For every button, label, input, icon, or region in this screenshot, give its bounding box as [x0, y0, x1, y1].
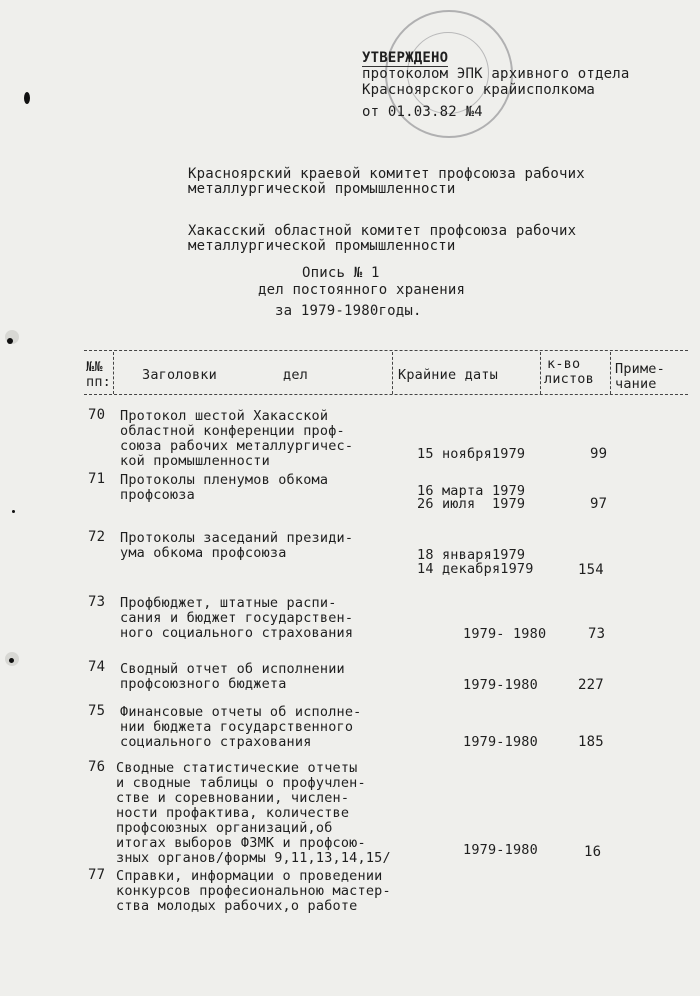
ink-speck: [24, 92, 30, 104]
org1-title-line2: металлургической промышленности: [188, 181, 456, 197]
col-header-titles: Заголовки: [142, 367, 217, 383]
inventory-period: за 1979-1980годы.: [275, 303, 422, 319]
table-col-divider: [540, 352, 541, 394]
row-title-line: стве и соревновании, числен-: [116, 790, 350, 806]
ink-speck: [9, 658, 14, 663]
row-date: 1979- 1980: [463, 626, 547, 642]
row-title-line: областной конференции проф-: [120, 423, 345, 439]
row-date: 18 января1979: [417, 547, 526, 563]
col-header-dates: Крайние даты: [398, 367, 498, 383]
row-date: 15 ноября1979: [417, 446, 526, 462]
row-title-line: Протоколы пленумов обкома: [120, 472, 329, 488]
row-title-line: ности профактива, количестве: [116, 805, 350, 821]
org2-title-line1: Хакасский областной комитет профсоюза рабочих: [188, 223, 577, 239]
col-header-count-line2: листов: [544, 371, 594, 387]
row-title-line: Профбюджет, штатные распи-: [120, 595, 337, 611]
row-title-line: Финансовые отчеты об исполне-: [120, 704, 362, 720]
approval-date-line: от 01.03.82 №4: [362, 104, 483, 120]
row-title-line: Сводные статистические отчеты: [116, 760, 358, 776]
row-title-line: нии бюджета государственного: [120, 719, 354, 735]
row-date: 1979-1980: [463, 842, 538, 858]
table-header-bottom-rule: [84, 394, 688, 395]
row-date: 14 декабря1979: [417, 561, 534, 577]
row-title-line: зных органов/формы 9,11,13,14,15/: [116, 850, 391, 866]
row-number: 74: [88, 659, 106, 675]
row-date: 1979-1980: [463, 734, 538, 750]
table-col-divider: [113, 352, 114, 394]
row-number: 75: [88, 703, 106, 719]
table-header-top-rule: [84, 350, 688, 351]
row-title-line: профсоюза: [120, 487, 195, 503]
row-sheet-count: 99: [590, 446, 608, 462]
row-title-line: Протокол шестой Хакасской: [120, 408, 329, 424]
row-number: 73: [88, 594, 106, 610]
col-header-num-line1: №№: [86, 359, 103, 375]
row-number: 71: [88, 471, 106, 487]
table-col-divider: [392, 352, 393, 394]
approval-executive-line: Красноярского крайисполкома: [362, 82, 595, 98]
row-title-line: итогах выборов ФЗМК и профсою-: [116, 835, 366, 851]
row-title-line: профсоюзных организаций,об: [116, 820, 333, 836]
row-title-line: профсоюзного бюджета: [120, 676, 287, 692]
approval-protocol-line: протоколом ЭПК архивного отдела: [362, 66, 630, 82]
row-date: 16 марта 1979: [417, 483, 526, 499]
row-number: 70: [88, 407, 106, 423]
row-title-line: ного социального страхования: [120, 625, 354, 641]
ink-speck: [7, 338, 13, 344]
col-header-note-line2: чание: [615, 376, 657, 392]
row-title-line: ума обкома профсоюза: [120, 545, 287, 561]
row-title-line: ства молодых рабочих,о работе: [116, 898, 358, 914]
row-sheet-count: 227: [578, 677, 604, 693]
row-title-line: сания и бюджет государствен-: [120, 610, 354, 626]
row-title-line: конкурсов професиональною мастер-: [116, 883, 391, 899]
row-date: 1979-1980: [463, 677, 538, 693]
row-sheet-count: 97: [590, 496, 608, 512]
row-date: 26 июля 1979: [417, 496, 526, 512]
approval-heading: УТВЕРЖДЕНО: [362, 50, 449, 66]
row-title-line: и сводные таблицы о профучлен-: [116, 775, 366, 791]
ink-speck: [12, 510, 15, 513]
row-title-line: кой промышленности: [120, 453, 270, 469]
col-header-cases: дел: [283, 367, 308, 383]
row-number: 77: [88, 867, 106, 883]
col-header-count-line1: к-во: [547, 356, 581, 372]
row-sheet-count: 16: [584, 844, 602, 860]
org2-title-line2: металлургической промышленности: [188, 238, 456, 254]
row-number: 72: [88, 529, 106, 545]
row-sheet-count: 154: [578, 562, 604, 578]
row-title-line: Сводный отчет об исполнении: [120, 661, 345, 677]
inventory-title: Опись № 1: [302, 265, 380, 281]
row-sheet-count: 73: [588, 626, 606, 642]
row-title-line: Протоколы заседаний президи-: [120, 530, 354, 546]
org1-title-line1: Красноярский краевой комитет профсоюза рабочих: [188, 166, 585, 182]
row-title-line: Справки, информации о проведении: [116, 868, 383, 884]
row-number: 76: [88, 759, 106, 775]
inventory-subtitle: дел постоянного хранения: [258, 282, 466, 298]
table-col-divider: [610, 352, 611, 394]
row-sheet-count: 185: [578, 734, 604, 750]
row-title-line: союза рабочих металлургичес-: [120, 438, 354, 454]
col-header-note-line1: Приме-: [615, 361, 665, 377]
col-header-num-line2: пп:: [86, 374, 111, 390]
row-title-line: социального страхования: [120, 734, 312, 750]
